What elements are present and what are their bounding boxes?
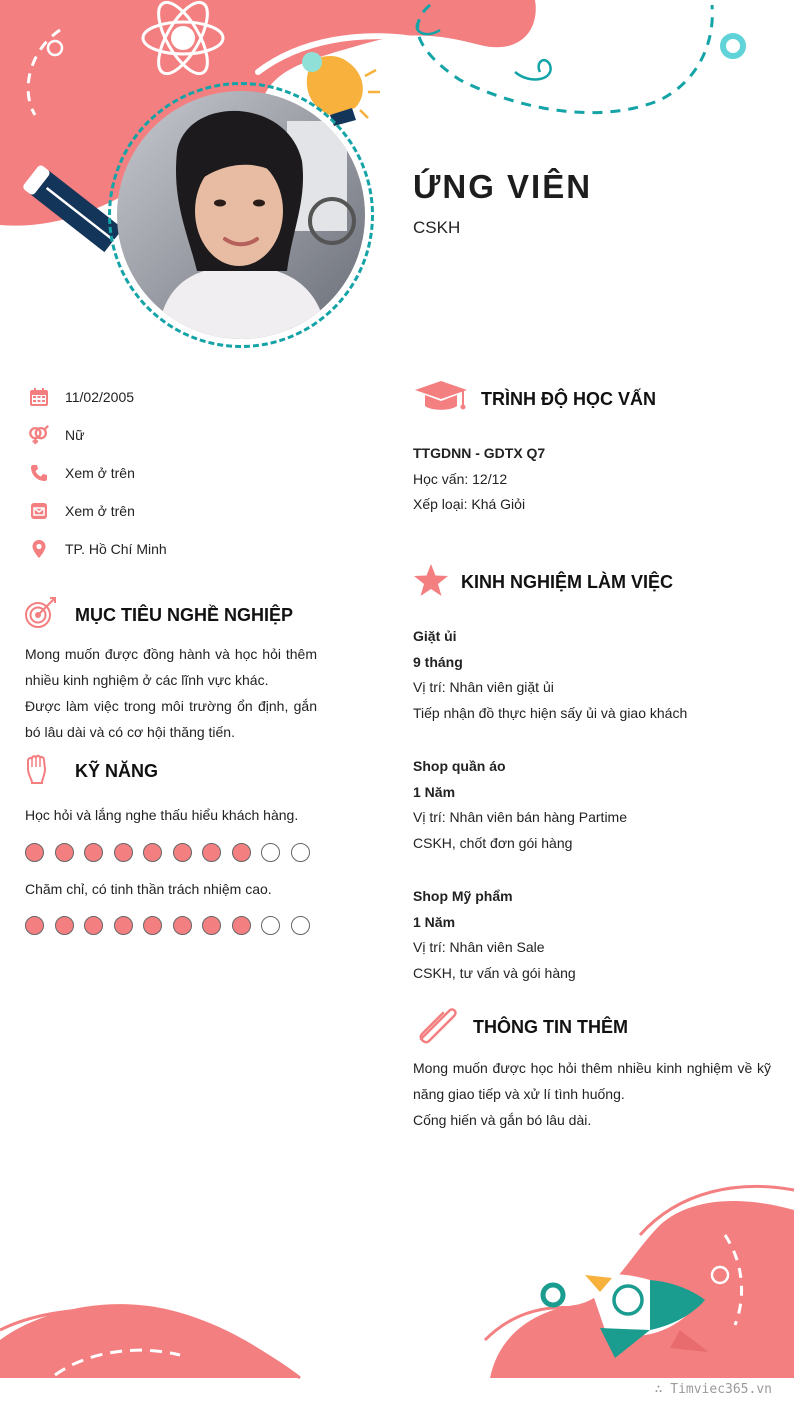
- work-duration: 1 Năm: [413, 913, 456, 930]
- extra-text: [413, 1055, 771, 1133]
- skill-dot-filled: [173, 843, 192, 862]
- skills-section-header: [24, 753, 158, 790]
- education-entry: [413, 441, 545, 518]
- calendar-icon: [28, 386, 50, 408]
- extra-section-header: [413, 1005, 628, 1050]
- skill-rating: [25, 843, 320, 862]
- email-icon: [28, 500, 50, 522]
- work-description: CSKH, tư vấn và gói hàng: [413, 964, 576, 981]
- skill-dot-filled: [202, 916, 221, 935]
- candidate-name: ỨNG VIÊN: [413, 168, 593, 205]
- skill-dot-filled: [55, 916, 74, 935]
- address-text: TP. Hồ Chí Minh: [65, 541, 167, 557]
- phone-icon: [28, 462, 50, 484]
- phone-text: Xem ở trên: [65, 465, 135, 481]
- skill-dot-filled: [84, 843, 103, 862]
- target-icon: [24, 596, 75, 635]
- school-name: TTGDNN - GDTX Q7: [413, 445, 546, 461]
- skill-dot-filled: [232, 916, 251, 935]
- skill-dot-filled: [84, 916, 103, 935]
- avatar: [117, 91, 365, 339]
- star-icon: [413, 563, 461, 602]
- location-pin-icon: [28, 538, 50, 560]
- work-duration: 9 tháng: [413, 653, 463, 670]
- extra-heading: THÔNG TIN THÊM: [473, 1017, 628, 1037]
- company-name: Giặt ủi: [413, 628, 457, 644]
- objective-line: Được làm việc trong môi trường ổn định, gắn bó lâu dài và có cơ hội thăng tiến.: [25, 698, 317, 740]
- gender-icon: [28, 424, 50, 446]
- company-name: Shop quần áo: [413, 758, 506, 774]
- work-role: Vị trí: Nhân viên Sale: [413, 939, 545, 955]
- skill-name: Học hỏi và lắng nghe thấu hiểu khách hàng.: [25, 807, 299, 823]
- fist-icon: [24, 753, 75, 790]
- work-role: Vị trí: Nhân viên bán hàng Partime: [413, 809, 628, 825]
- skill-dot-filled: [173, 916, 192, 935]
- contact-birthday: [28, 385, 134, 409]
- watermark: ∴ Timviec365.vn: [654, 1382, 772, 1397]
- skill-dot-empty: [261, 843, 280, 862]
- experience-heading: KINH NGHIỆM LÀM VIỆC: [461, 572, 674, 592]
- skill-dot-filled: [114, 916, 133, 935]
- education-rank: Xếp loại: Khá Giỏi: [413, 496, 526, 512]
- experience-entry: [413, 884, 576, 986]
- paperclip-icon: [413, 1005, 473, 1050]
- skill-dot-filled: [202, 843, 221, 862]
- skill-name: Chăm chỉ, có tinh thần trách nhiệm cao.: [25, 881, 272, 897]
- skills-heading: KỸ NĂNG: [75, 761, 159, 781]
- skill-rating: [25, 916, 320, 935]
- objective-heading: MỤC TIÊU NGHỀ NGHIỆP: [75, 605, 294, 625]
- contact-gender: [28, 423, 84, 447]
- contact-address: [28, 537, 167, 561]
- skill-dot-empty: [291, 843, 310, 862]
- skill-dot-filled: [143, 843, 162, 862]
- experience-entry: [413, 624, 687, 726]
- experience-entry: [413, 754, 627, 856]
- objective-section-header: [24, 596, 293, 635]
- objective-line: Mong muốn được đồng hành và học hỏi thêm nhiều kinh nghiệm ở các lĩnh vực khác.: [25, 646, 317, 688]
- experience-section-header: [413, 563, 673, 602]
- gender-text: Nữ: [65, 427, 85, 443]
- work-description: Tiếp nhận đồ thực hiện sấy ủi và giao khách: [413, 704, 688, 721]
- email-text: Xem ở trên: [65, 503, 135, 519]
- contact-email: [28, 499, 135, 523]
- education-section-header: [413, 380, 656, 419]
- skill-dot-empty: [291, 916, 310, 935]
- education-heading: TRÌNH ĐỘ HỌC VẤN: [481, 389, 656, 409]
- work-duration: 1 Năm: [413, 783, 456, 800]
- skill-dot-filled: [232, 843, 251, 862]
- skill-dot-filled: [25, 843, 44, 862]
- skill-dot-empty: [261, 916, 280, 935]
- candidate-position: CSKH: [413, 218, 461, 237]
- extra-line: Cống hiến và gắn bó lâu dài.: [413, 1112, 592, 1128]
- objective-text: [25, 641, 317, 745]
- skill-dot-filled: [55, 843, 74, 862]
- work-description: CSKH, chốt đơn gói hàng: [413, 834, 573, 851]
- skill-dot-filled: [25, 916, 44, 935]
- company-name: Shop Mỹ phẩm: [413, 888, 513, 904]
- skill-dot-filled: [114, 843, 133, 862]
- graduation-cap-icon: [413, 380, 481, 419]
- birthday-text: 11/02/2005: [65, 389, 135, 405]
- contact-phone: [28, 461, 135, 485]
- education-level: Học vấn: 12/12: [413, 470, 508, 487]
- work-role: Vị trí: Nhân viên giặt ủi: [413, 679, 554, 695]
- skill-dot-filled: [143, 916, 162, 935]
- extra-line: Mong muốn được học hỏi thêm nhiều kinh nghiệm về kỹ năng giao tiếp và xử lí tình huống.: [413, 1060, 771, 1102]
